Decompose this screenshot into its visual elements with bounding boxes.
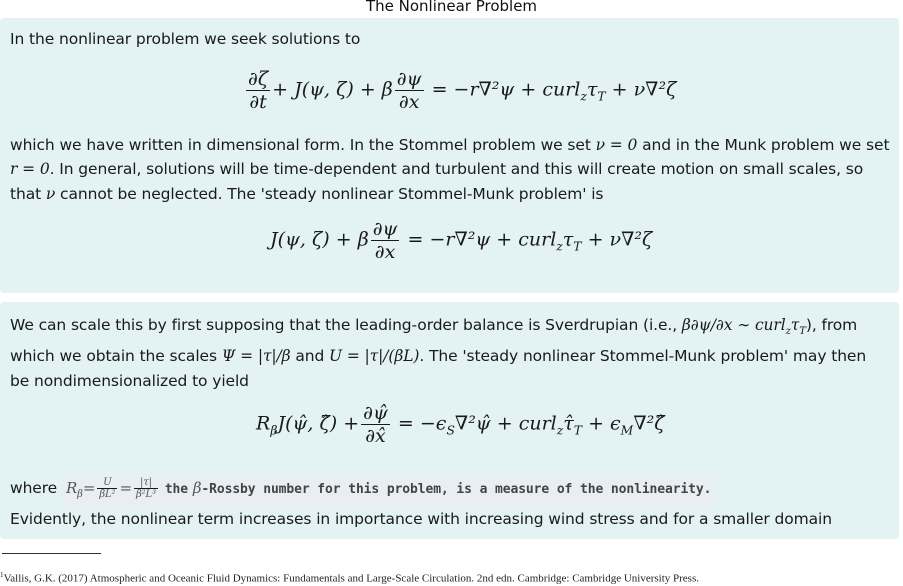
eq1-mid: + J(ψ, ζ) + β bbox=[272, 78, 393, 101]
rb-sub: β bbox=[77, 489, 83, 501]
f1-num: U bbox=[97, 477, 117, 489]
nonlinear-problem-cell bbox=[0, 18, 899, 293]
eq3-rhs-sub: S bbox=[446, 423, 455, 438]
eq1-rhs-tail-sub: T bbox=[597, 89, 606, 104]
intro-text: In the nonlinear problem we seek solutions to bbox=[10, 30, 361, 48]
footnote bbox=[0, 571, 699, 585]
code-the: the bbox=[164, 482, 188, 497]
page-title: The Nonlinear Problem bbox=[365, 0, 538, 15]
vorticity-equation bbox=[244, 68, 676, 113]
p1-bal-sub: z bbox=[785, 326, 791, 338]
eq3-lhs-sub: β bbox=[270, 423, 278, 438]
footnote-mark: 1 bbox=[0, 571, 4, 579]
eq3-rhs-b-sub: z bbox=[556, 423, 564, 438]
eq3-rhs-c: τ̂ bbox=[563, 412, 574, 435]
p1-bal: β∂ψ/∂x ∼ curl bbox=[681, 316, 786, 334]
code-beta: β bbox=[192, 479, 202, 497]
eq1-num-psi: ∂ψ bbox=[396, 68, 422, 90]
eq1-num-zeta: ∂ζ bbox=[248, 68, 269, 90]
f2-den: β²L³ bbox=[135, 489, 156, 500]
p2-r0: r = 0 bbox=[10, 160, 50, 179]
p1-c: and bbox=[290, 347, 330, 366]
eq1-den-x: ∂x bbox=[398, 91, 420, 113]
eq1-rhs-sub: z bbox=[580, 89, 587, 104]
p1-a: We can scale this by first supposing that the leading-order balance is Sverdrupian (i.e., bbox=[10, 316, 682, 334]
p2-c: . In general, solutions will be time-dependent and turbulent and this will create motion on small scales, so that bbox=[10, 160, 864, 203]
p1-psi: Ψ = |τ|/β bbox=[221, 347, 291, 366]
eq1-rhs: = −r∇²ψ + curl bbox=[431, 78, 581, 101]
rb-eq: = bbox=[82, 479, 96, 497]
eq3-num-psi: ∂ψ̂ bbox=[363, 402, 388, 424]
p1-bal-tail-sub: T bbox=[799, 326, 806, 338]
p2-a: which we have written in dimensional form. In the Stommel problem we set bbox=[10, 136, 596, 154]
p2-d: cannot be neglected. The 'steady nonlinear Stommel-Munk problem' is bbox=[55, 184, 604, 203]
eq3-rhs-d: + ϵ bbox=[588, 412, 621, 435]
eq2-den-x: ∂x bbox=[374, 241, 396, 263]
p1-u: U = |τ|/(βL) bbox=[329, 347, 420, 366]
f1-den: βL² bbox=[99, 489, 116, 500]
eq3-lhs: R bbox=[256, 412, 271, 435]
p2-b: and in the Munk problem we set bbox=[637, 136, 890, 154]
steady-equation bbox=[270, 218, 652, 263]
eq-sign: = bbox=[119, 479, 132, 497]
eq3-rhs-e: ∇²ζ̂ bbox=[633, 412, 665, 435]
eq3-rhs-c-sub: T bbox=[573, 423, 583, 438]
eq2-rhs-tail-sub: T bbox=[573, 239, 582, 254]
rossby-code-span bbox=[62, 475, 715, 509]
eq2-lhs: J(ψ, ζ) + β bbox=[270, 228, 369, 251]
eq3-rhs-d-sub: M bbox=[620, 423, 634, 438]
scaling-cell bbox=[0, 302, 899, 539]
rb-symbol: R bbox=[65, 479, 78, 497]
p2-nu: ν bbox=[45, 184, 56, 203]
scaling-text bbox=[10, 313, 890, 393]
f2-num: |τ| bbox=[134, 477, 158, 489]
eq2-num-psi: ∂ψ bbox=[372, 218, 398, 240]
eq1-den-t: ∂t bbox=[249, 91, 267, 113]
eq3-lhs-b: J(ψ̂, ζ̂) + bbox=[277, 412, 360, 435]
nondimensional-equation bbox=[256, 402, 665, 447]
eq1-rhs-end: + ν∇²ζ bbox=[611, 78, 677, 101]
eq2-rhs-sub: z bbox=[556, 239, 563, 254]
eq2-rhs-end: + ν∇²ζ bbox=[587, 228, 653, 251]
code-rest: -Rossby number for this problem, is a measure of the nonlinearity. bbox=[201, 482, 712, 497]
dimensional-form-text bbox=[10, 133, 890, 206]
eq1-rhs-tail: τ bbox=[586, 78, 598, 101]
p1-bal-tail: τ bbox=[790, 316, 800, 334]
eq3-den-x: ∂x̂ bbox=[365, 425, 386, 447]
footnote-text: Vallis, G.K. (2017) Atmospheric and Oceanic Fluid Dynamics: Fundamentals and Large-Scale Circulation. 2nd edn. Cambridge: Cambridge University Press. bbox=[3, 572, 699, 585]
p1-b: ), from which we obtain the scales bbox=[10, 316, 858, 366]
p1-d: . The 'steady nonlinear Stommel-Munk problem' may then be nondimensionalized to yield bbox=[10, 347, 867, 390]
footnote-divider bbox=[2, 553, 101, 554]
eq3-rhs: = −ϵ bbox=[397, 412, 447, 435]
evidently-text: Evidently, the nonlinear term increases in importance with increasing wind stress and for a smaller domain bbox=[10, 510, 832, 528]
eq2-rhs-tail: τ bbox=[562, 228, 574, 251]
p2-nu0: ν = 0 bbox=[595, 136, 638, 154]
eq2-rhs: = −r∇²ψ + curl bbox=[407, 228, 557, 251]
eq3-rhs-b: ∇²ψ̂ + curl bbox=[454, 412, 557, 435]
where-label: where bbox=[10, 479, 58, 497]
rossby-number-line bbox=[10, 475, 890, 509]
